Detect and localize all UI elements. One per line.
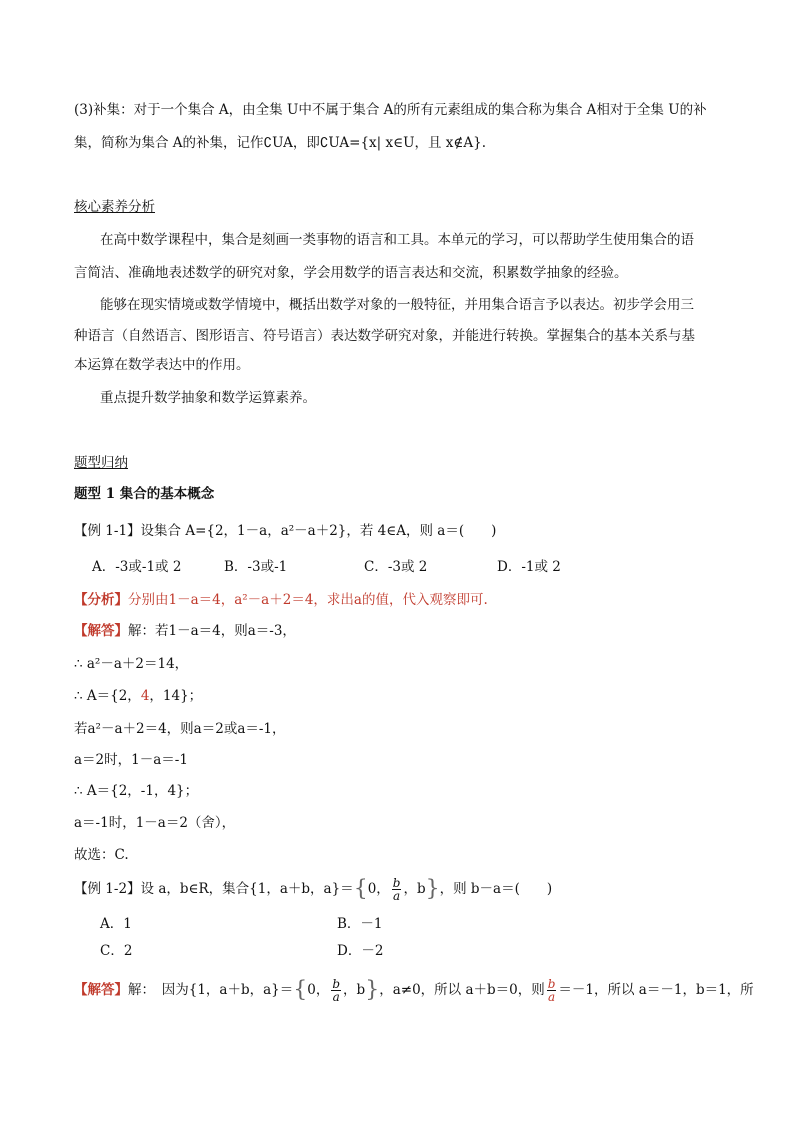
solution-step: 解：若1－a＝4，则a＝-3， (128, 623, 296, 639)
ex2-solution-post: ＝－1，所以 a＝－1，b＝1，所 (558, 982, 754, 998)
analysis-tag: 【分析】 (74, 592, 128, 608)
set-element-0: 0， (367, 881, 390, 897)
fraction-numerator: b (332, 977, 341, 991)
complement-line-1: (3)补集：对于一个集合 A，由全集 U中不属于集合 A的所有元素组成的集合称为集合 A相对于全集 U的补 (74, 102, 707, 118)
answer-tag: 【解答】 (74, 623, 128, 639)
highlight-value: 4 (140, 688, 150, 704)
right-brace: } (365, 977, 380, 1003)
set-element-0: 0， (307, 982, 330, 998)
ex1-option-d: D．-1或 2 (497, 559, 561, 575)
ex1-solution-8: 故选：C. (74, 847, 129, 863)
ex2-option-c: C．2 (100, 943, 133, 959)
ex2-option-b: B．－1 (337, 916, 383, 932)
types-heading: 题型归纳 (74, 455, 128, 471)
set-element-b: ，b (403, 881, 426, 897)
core-p2-line-3: 本运算在数学表达中的作用。 (74, 357, 250, 373)
ex1-solution-6: ∴ A＝{2，-1，4}； (74, 783, 199, 799)
fraction-denominator: a (548, 990, 556, 1004)
ex1-option-b: B．-3或-1 (224, 559, 288, 575)
core-p2-line-1: 能够在现实情境或数学情境中，概括出数学对象的一般特征，并用集合语言予以表达。初步学会用三 (100, 297, 694, 313)
ex1-solution-4: 若a²－a＋2＝4，则a＝2或a＝-1， (74, 721, 286, 737)
ex2-solution-mid: ，a≠0，所以 a＋b＝0，则 (379, 982, 545, 998)
solution-step-c: ，14}； (149, 688, 203, 704)
ex2-question (74, 874, 552, 905)
ex2-option-d: D．－2 (337, 943, 384, 959)
ex2-solution-pre: 解： 因为{1，a＋b，a}＝ (128, 982, 294, 998)
core-heading: 核心素养分析 (74, 199, 155, 215)
ex1-solution-1 (74, 621, 296, 641)
fraction-numerator: b (392, 876, 401, 890)
set-element-b: ，b (343, 982, 366, 998)
right-brace: } (425, 876, 440, 902)
complement-line-2: 集，简称为集合 A的补集，记作∁UA，即∁UA={x| x∈U，且 x∉A}. (74, 135, 487, 151)
fraction-b-over-a (331, 978, 341, 1003)
ex1-option-c: C．-3或 2 (364, 559, 428, 575)
analysis-text: 分别由1－a＝4，a²－a＋2＝4，求出a的值，代入观察即可. (128, 592, 488, 608)
ex2-question-pre: 【例 1-2】设 a，b∈R，集合{1，a＋b，a}＝ (74, 881, 354, 897)
fraction-denominator: a (393, 889, 401, 903)
fraction-denominator: a (332, 990, 340, 1004)
ex2-option-a: A．1 (100, 916, 132, 932)
core-p1-line-1: 在高中数学课程中，集合是刻画一类事物的语言和工具。本单元的学习，可以帮助学生使用集合的语 (100, 232, 694, 248)
core-p3: 重点提升数学抽象和数学运算素养。 (100, 390, 316, 406)
ex2-solution (74, 975, 754, 1006)
answer-tag: 【解答】 (74, 982, 128, 998)
ex1-solution-3 (74, 686, 202, 706)
core-p1-line-2: 言简洁、准确地表述数学的研究对象，学会用数学的语言表达和交流，积累数学抽象的经验。 (74, 265, 628, 281)
type1-heading: 题型 1 集合的基本概念 (74, 486, 215, 502)
ex2-question-post: ，则 b－a＝( ) (439, 881, 553, 897)
left-brace: { (353, 876, 368, 902)
ex1-solution-7: a＝-1时，1－a＝2（舍）， (74, 815, 236, 831)
ex1-solution-2: ∴ a²－a＋2＝14， (74, 656, 189, 672)
ex1-question: 【例 1-1】设集合 A={2，1－a，a²－a＋2}，若 4∈A，则 a＝( ) (74, 523, 497, 539)
ex1-solution-5: a＝2时，1－a＝-1 (74, 752, 188, 768)
core-p2-line-2: 种语言（自然语言、图形语言、符号语言）表达数学研究对象，并能进行转换。掌握集合的基本关系与基 (74, 328, 695, 344)
left-brace: { (293, 977, 308, 1003)
fraction-b-over-a (392, 877, 402, 902)
ex1-analysis (74, 590, 488, 610)
fraction-numerator: b (547, 977, 556, 991)
ex1-option-a: A．-3或-1或 2 (92, 559, 182, 575)
solution-step-a: ∴ A＝{2， (74, 688, 141, 704)
fraction-b-over-a-red (547, 978, 557, 1003)
